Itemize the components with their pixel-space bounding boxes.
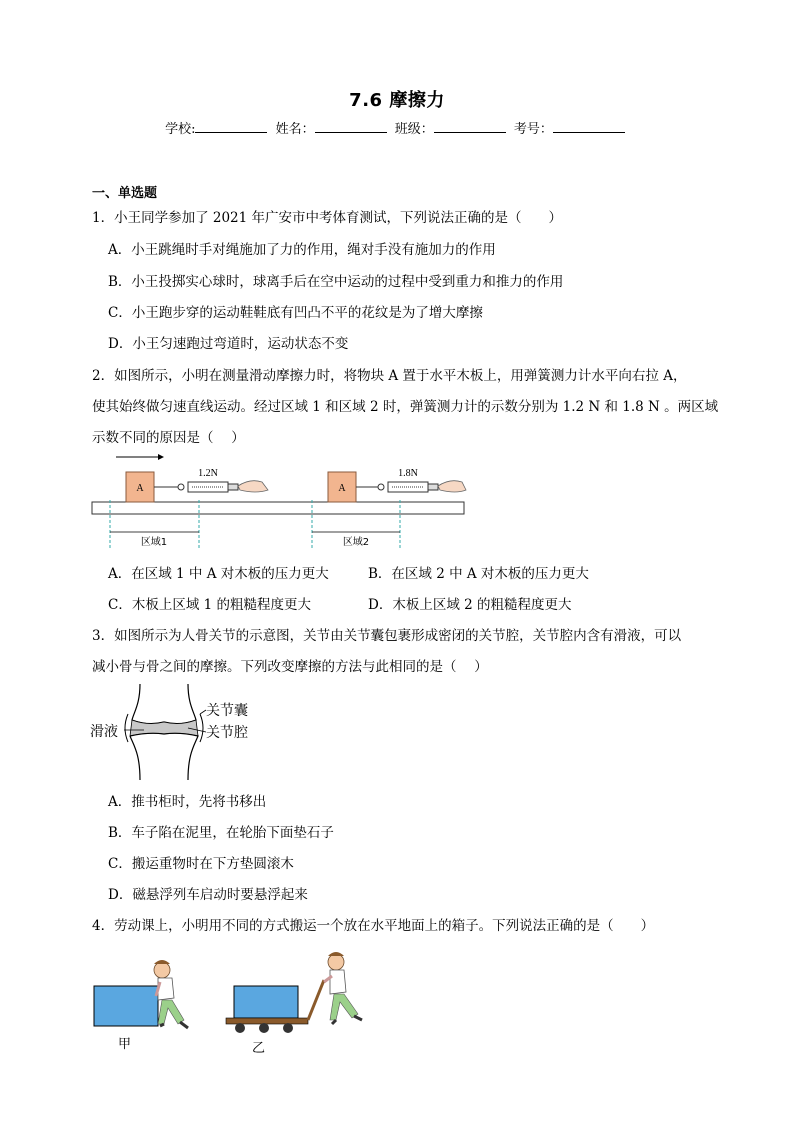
question-4-stem: 4．劳动课上，小明用不同的方式搬运一个放在水平地面上的箱子。下列说法正确的是（ ）	[92, 918, 655, 934]
exam-number-blank[interactable]	[553, 120, 625, 133]
question-1-option-c[interactable]: C．小王跑步穿的运动鞋鞋底有凹凸不平的花纹是为了增大摩擦	[108, 305, 483, 321]
question-1-option-a[interactable]: A．小王跳绳时手对绳施加了力的作用，绳对手没有施加力的作用	[108, 242, 496, 258]
question-2-option-a[interactable]: A．在区域 1 中 A 对木板的压力更大	[108, 566, 329, 582]
scene-a-label: 甲	[118, 1037, 132, 1052]
boy-a-head	[154, 962, 170, 978]
cart-wheel-1	[235, 1023, 245, 1033]
question-2-option-c[interactable]: C．木板上区域 1 的粗糙程度更大	[108, 597, 312, 613]
question-3-option-a[interactable]: A．推书柜时，先将书移出	[108, 794, 267, 810]
joint-diagram-figure	[88, 684, 268, 780]
region-2-label: 区域2	[342, 537, 370, 548]
exam-number-label: 考号：	[513, 122, 553, 137]
boy-a-shorts	[158, 1000, 184, 1024]
boy-b-head	[328, 954, 344, 970]
question-2-stem-line-1: 2．如图所示，小明在测量滑动摩擦力时，将物块 A 置于水平木板上，用弹簧测力计水平向右拉 A，	[92, 368, 687, 384]
box-a	[94, 986, 158, 1026]
boy-b-shirt	[330, 970, 346, 994]
motion-arrow-head	[158, 454, 164, 460]
question-1-option-d[interactable]: D．小王匀速跑过弯道时，运动状态不变	[108, 336, 349, 352]
lower-bone	[130, 733, 198, 780]
question-3-stem-line-2: 减小骨与骨之间的摩擦。下列改变摩擦的方法与此相同的是（ ）	[92, 659, 488, 675]
cart-handle	[308, 980, 324, 1020]
question-3-stem-line-1: 3．如图所示为人骨关节的示意图，关节由关节囊包裹形成密闭的关节腔，关节腔内含有滑液，可以	[92, 628, 682, 644]
upper-bone	[132, 684, 196, 724]
box-b	[234, 986, 298, 1018]
student-info-line	[0, 118, 794, 137]
class-label: 班级：	[394, 122, 434, 137]
block-a-label-2: A	[338, 483, 346, 494]
cavity-label: 关节腔	[206, 725, 248, 741]
question-2-stem-line-3: 示数不同的原因是（ ）	[92, 430, 245, 446]
hand-2	[438, 481, 466, 492]
question-3-option-c[interactable]: C．搬运重物时在下方垫圆滚木	[108, 856, 294, 872]
name-label: 姓名：	[275, 122, 315, 137]
school-label: 学校:	[165, 122, 196, 137]
reading-2: 1.8N	[398, 468, 418, 479]
wooden-board	[92, 502, 464, 514]
fluid-label: 滑液	[90, 724, 118, 740]
page-title: 7.6 摩擦力	[349, 90, 445, 111]
friction-experiment-figure	[88, 452, 468, 552]
cart-wheel-3	[283, 1023, 293, 1033]
question-3-option-b[interactable]: B．车子陷在泥里，在轮胎下面垫石子	[108, 825, 334, 841]
hand-1	[238, 481, 268, 492]
question-1-stem: 1．小王同学参加了 2021 年广安市中考体育测试，下列说法正确的是（ ）	[92, 210, 563, 226]
question-2-option-b[interactable]: B．在区域 2 中 A 对木板的压力更大	[368, 566, 589, 582]
boy-b-shorts	[330, 994, 358, 1020]
question-3-option-d[interactable]: D．磁悬浮列车启动时要悬浮起来	[108, 887, 308, 903]
school-blank[interactable]	[195, 120, 267, 133]
question-1-option-b[interactable]: B．小王投掷实心球时，球离手后在空中运动的过程中受到重力和推力的作用	[108, 274, 564, 290]
reading-1: 1.2N	[198, 468, 218, 479]
region-1-label: 区域1	[140, 537, 168, 548]
cart-deck	[226, 1018, 308, 1024]
name-blank[interactable]	[315, 120, 387, 133]
question-2-stem-line-2: 使其始终做匀速直线运动。经过区域 1 和区域 2 时，弹簧测力计的示数分别为 1.2 N 和 1.8 N 。两区域	[92, 399, 719, 415]
capsule-label: 关节囊	[206, 703, 248, 719]
section-title: 一、单选题	[92, 186, 158, 201]
cart-wheel-2	[259, 1023, 269, 1033]
block-a-label-1: A	[136, 483, 144, 494]
question-2-option-d[interactable]: D．木板上区域 2 的粗糙程度更大	[368, 597, 572, 613]
scene-b-label: 乙	[252, 1041, 266, 1056]
class-blank[interactable]	[434, 120, 506, 133]
moving-box-figure	[88, 948, 378, 1058]
boy-a-shirt	[158, 978, 174, 1000]
